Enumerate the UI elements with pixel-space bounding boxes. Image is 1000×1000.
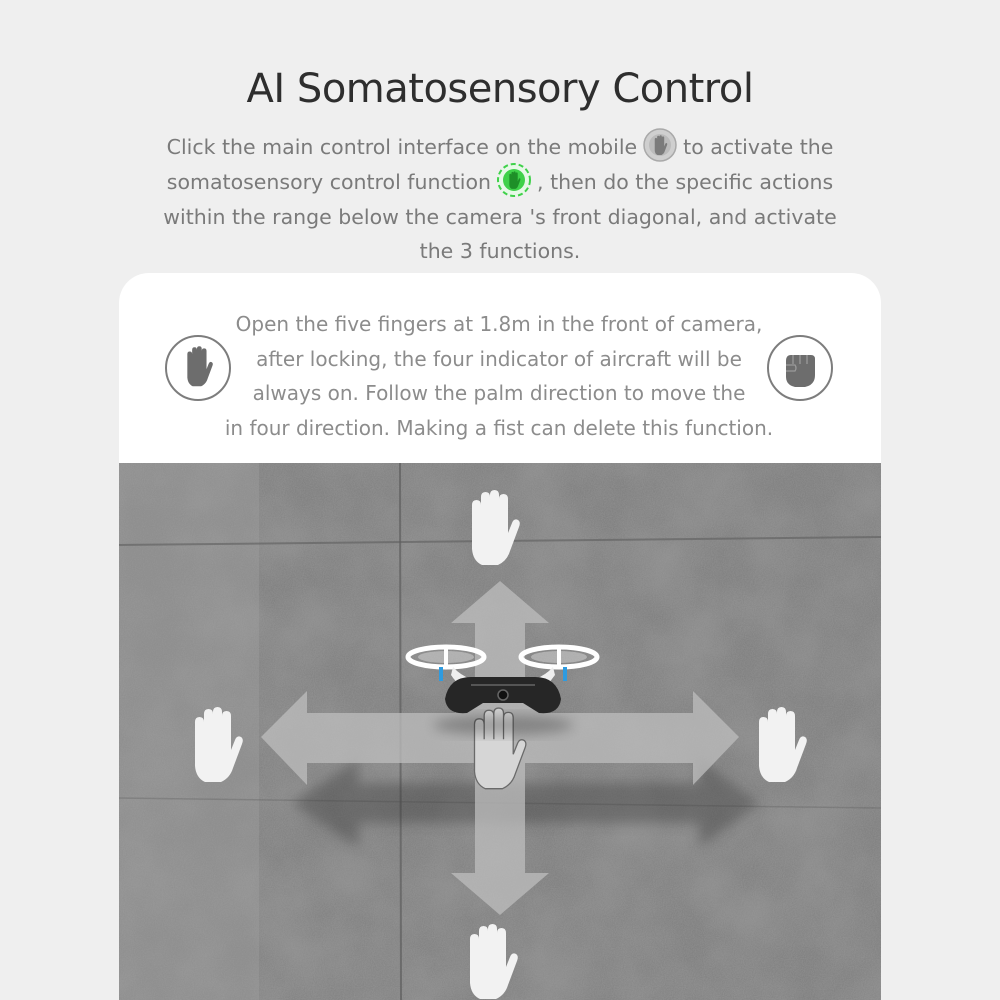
hand-gesture-active-icon	[497, 163, 531, 197]
card-line-4: in four direction. Making a fist can delete this function.	[224, 415, 774, 440]
card-line-1: Open the five fingers at 1.8m in the front of camera,	[235, 312, 763, 336]
intro-paragraph	[150, 130, 850, 268]
intro-line-4: the 3 functions.	[419, 239, 581, 263]
gesture-illustration	[119, 463, 881, 1000]
fist-icon	[767, 335, 833, 401]
hand-gesture-icon	[643, 128, 677, 162]
card-line-3: always on. Follow the palm direction to move the	[252, 381, 746, 405]
intro-line-1: Click the main control interface on the mobile to activate the	[150, 130, 850, 165]
intro-line-3: within the range below the camera 's front diagonal, and activate	[163, 205, 837, 229]
intro-line-2: somatosensory control function , then do the specific actions	[150, 165, 850, 200]
card-description	[219, 307, 779, 445]
card-line-2: after locking, the four indicator of aircraft will be	[256, 346, 742, 371]
page-title: AI Somatosensory Control	[246, 66, 754, 112]
instruction-card	[119, 273, 881, 1000]
